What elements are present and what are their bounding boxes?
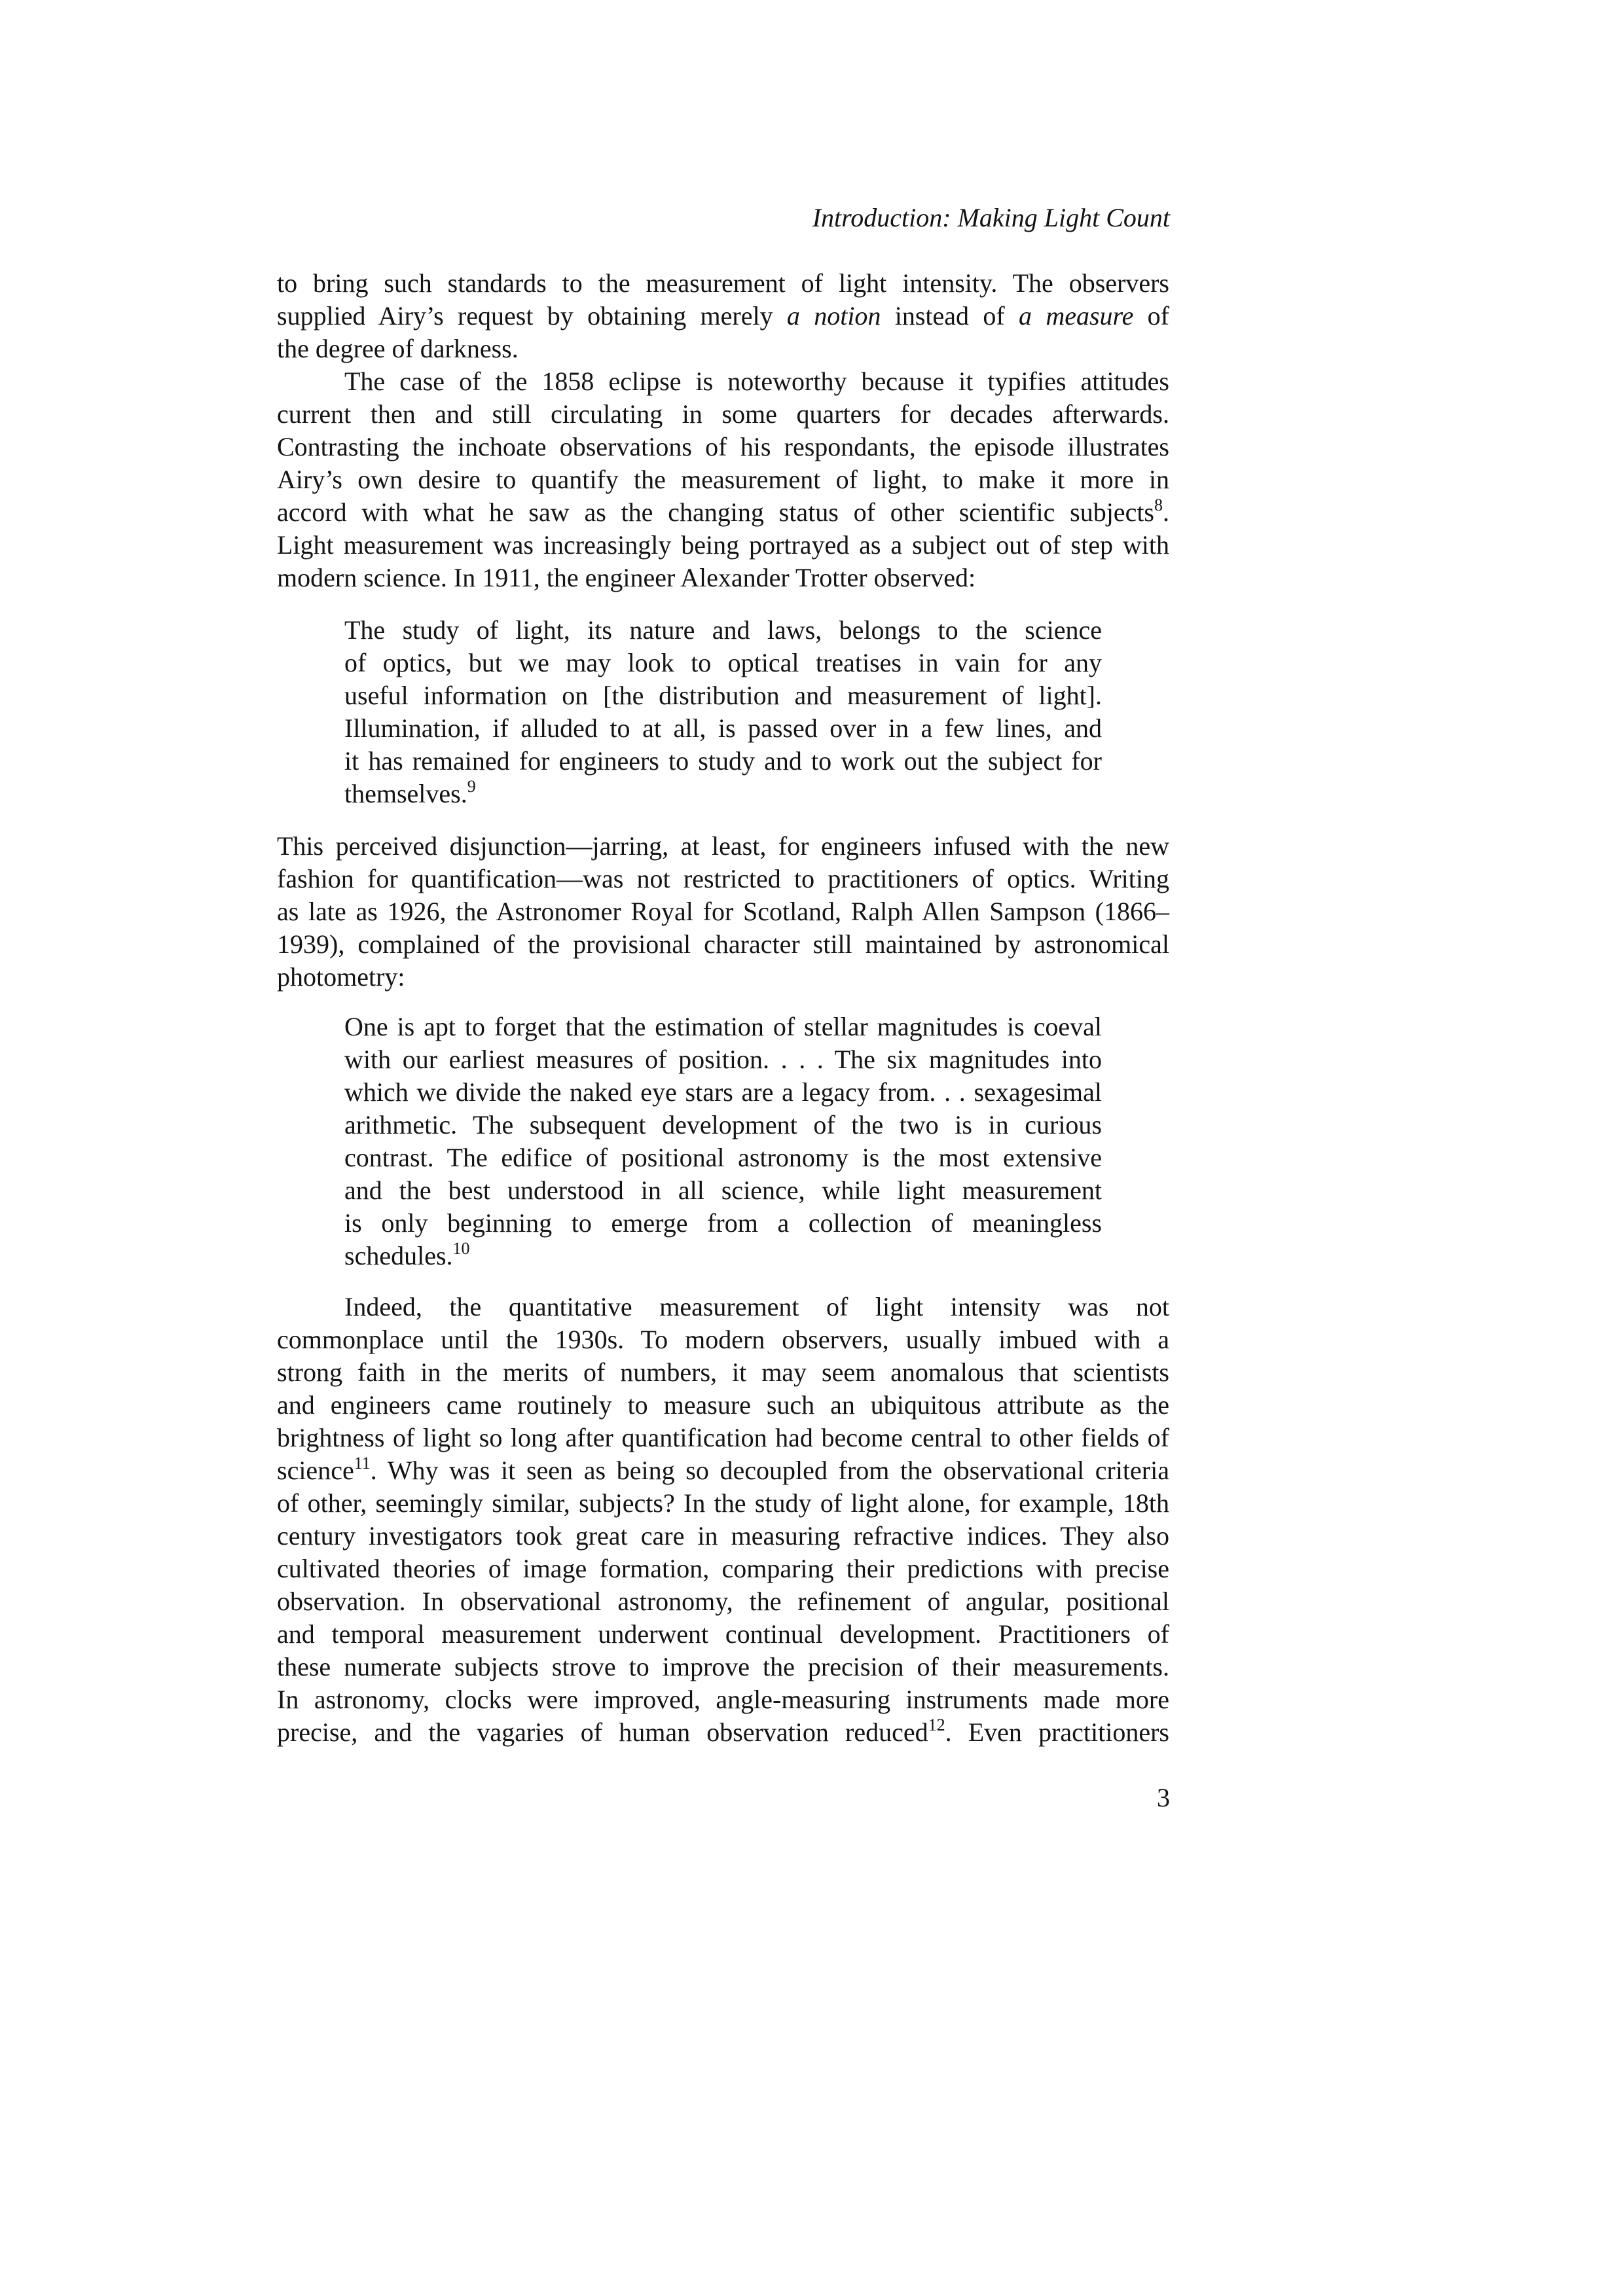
paragraph-line: of other, seemingly similar, subjects? In the study of light alone, for example, 18th: [277, 1488, 1169, 1518]
paragraph-line: as late as 1926, the Astronomer Royal for Scotland, Ralph Allen Sampson (1866–: [277, 897, 1169, 926]
quote-line: schedules.$^{10}$: [344, 1239, 470, 1270]
footnote-marker[interactable]: 11: [354, 1454, 371, 1473]
paragraph-line: modern science. In 1911, the engineer Alexander Trotter observed:: [277, 563, 976, 592]
paragraph-line: Light measurement was increasingly being portrayed as a subject out of step with: [277, 530, 1169, 560]
paragraph-line: photometry:: [277, 962, 405, 992]
paragraph-line: these numerate subjects strove to improve the precision of their measurements.: [277, 1652, 1169, 1681]
quote-line: contrast. The edifice of positional astronomy is the most extensive: [344, 1143, 1102, 1172]
block-quote-2: [344, 1011, 1102, 1272]
paragraph-line: 1939), complained of the provisional character still maintained by astronomical: [277, 929, 1169, 959]
running-head: Introduction: Making Light Count: [812, 203, 1170, 232]
paragraph-line: Indeed, the quantitative measurement of light intensity was not: [344, 1292, 1169, 1321]
emphasis: a notion: [786, 301, 881, 331]
paragraph-line: strong faith in the merits of numbers, it may seem anomalous that scientists: [277, 1357, 1169, 1387]
quote-line: of optics, but we may look to optical treatises in vain for any: [344, 648, 1102, 677]
block-quote-1: [344, 614, 1102, 810]
quote-line: The study of light, its nature and laws, belongs to the science: [344, 615, 1102, 645]
paragraph-line: to bring such standards to the measurement of light intensity. The observers: [277, 268, 1169, 298]
paragraph-line: In astronomy, clocks were improved, angle-measuring instruments made more: [277, 1685, 1169, 1714]
quote-line: with our earliest measures of position. . . . The six magnitudes into: [344, 1045, 1102, 1074]
quote-line: arithmetic. The subsequent development of the two is in curious: [344, 1110, 1102, 1139]
paragraph-line: century investigators took great care in measuring refractive indices. They also: [277, 1521, 1169, 1551]
paragraph-line: the degree of darkness.: [277, 334, 519, 363]
paragraph-line: observation. In observational astronomy, the refinement of angular, positional: [277, 1587, 1169, 1616]
paragraph-1: [277, 267, 1169, 365]
paragraph-line: brightness of light so long after quantification had become central to other fields of: [277, 1423, 1169, 1452]
paragraph-line: and engineers came routinely to measure such an ubiquitous attribute as the: [277, 1390, 1169, 1420]
paragraph-3: [277, 830, 1169, 994]
footnote-marker[interactable]: 8: [1154, 495, 1163, 514]
paragraph-line: supplied Airy’s request by obtaining merely a notion instead of a measure of: [277, 301, 1169, 331]
paragraph-2: [277, 365, 1169, 594]
quote-line: Illumination, if alluded to at all, is passed over in a few lines, and: [344, 713, 1102, 743]
emphasis: a measure: [1019, 301, 1134, 331]
page-number: 3: [1157, 1783, 1170, 1812]
quote-line: One is apt to forget that the estimation of stellar magnitudes is coeval: [344, 1012, 1102, 1041]
paragraph-line: accord with what he saw as the changing status of other scientific subjects$^8$.: [277, 495, 1169, 527]
paragraph-line: Airy’s own desire to quantify the measurement of light, to make it more in: [277, 465, 1169, 494]
paragraph-line: Contrasting the inchoate observations of his respondants, the episode illustrates: [277, 432, 1169, 461]
footnote-marker[interactable]: 12: [928, 1715, 945, 1734]
paragraph-line: science$^{11}$. Why was it seen as being so decoupled from the observational criteria: [277, 1454, 1169, 1485]
quote-line: and the best understood in all science, while light measurement: [344, 1175, 1102, 1205]
paragraph-line: commonplace until the 1930s. To modern observers, usually imbued with a: [277, 1325, 1169, 1354]
quote-line: it has remained for engineers to study and to work out the subject for: [344, 746, 1102, 776]
quote-line: useful information on [the distribution and measurement of light].: [344, 681, 1102, 710]
footnote-marker[interactable]: 9: [467, 777, 476, 796]
paragraph-line: and temporal measurement underwent continual development. Practitioners of: [277, 1619, 1169, 1649]
paragraph-line: current then and still circulating in some quarters for decades afterwards.: [277, 399, 1169, 429]
quote-line: which we divide the naked eye stars are a legacy from. . . sexagesimal: [344, 1077, 1102, 1107]
quote-line: is only beginning to emerge from a collection of meaningless: [344, 1208, 1102, 1238]
paragraph-4: [277, 1291, 1169, 1749]
paragraph-line: cultivated theories of image formation, comparing their predictions with precise: [277, 1554, 1169, 1583]
paragraph-line: fashion for quantification—was not restricted to practitioners of optics. Writing: [277, 864, 1169, 893]
paragraph-line: This perceived disjunction—jarring, at least, for engineers infused with the new: [277, 831, 1169, 861]
paragraph-line: precise, and the vagaries of human observation reduced$^{12}$. Even practitioners: [277, 1715, 1170, 1747]
paragraph-line: The case of the 1858 eclipse is noteworthy because it typifies attitudes: [344, 367, 1169, 396]
footnote-marker[interactable]: 10: [452, 1239, 470, 1258]
quote-line: themselves.$^9$: [344, 777, 476, 808]
